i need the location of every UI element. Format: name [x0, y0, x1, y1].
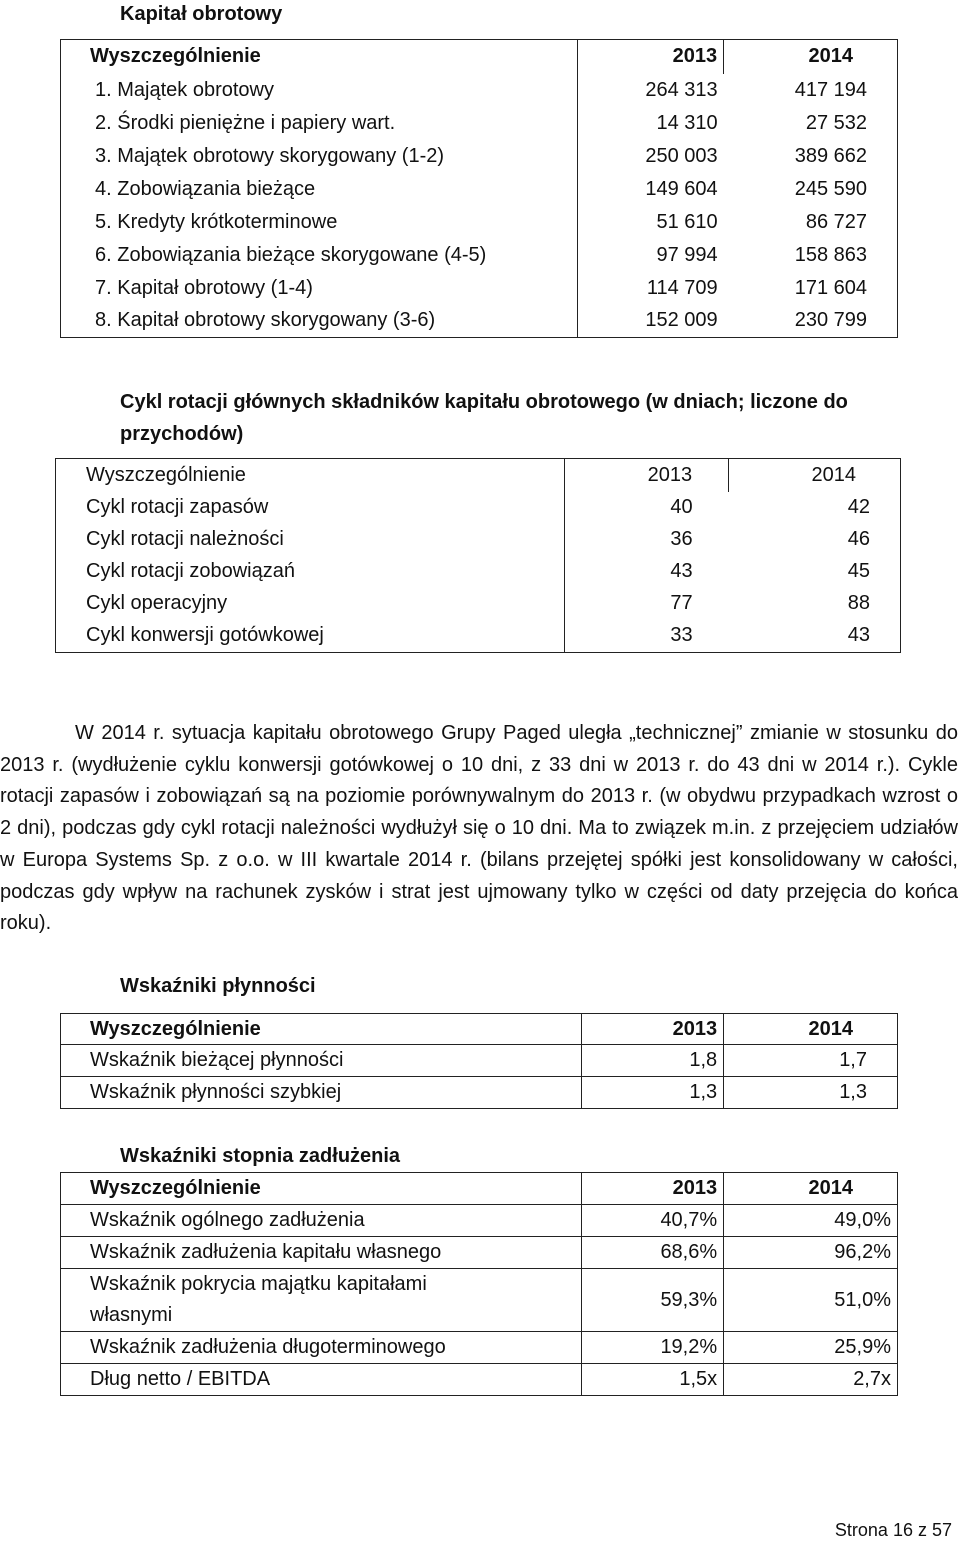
row-label: Cykl rotacji zobowiązań [56, 556, 565, 588]
row-value-2013: 114 709 [646, 276, 718, 299]
row-value-2014: 389 662 [724, 140, 898, 173]
header-cell-2013: 2013 [582, 1014, 724, 1045]
header-cell-2014: 2014 [724, 1173, 898, 1205]
row-value-2014: 1,7 [724, 1045, 898, 1077]
row-value-2013: 152 009 [578, 305, 724, 338]
header-cell-2014: 2014 [724, 40, 898, 74]
table-header-row [61, 1014, 898, 1045]
table-row [61, 1077, 898, 1109]
header-cell-label: Wyszczególnienie [61, 40, 578, 74]
table-row [61, 1269, 898, 1332]
row-value-2013: 36 [670, 528, 693, 550]
row-value-2014: 46 [729, 524, 901, 556]
row-value-2014: 245 590 [724, 173, 898, 206]
row-value-2013: 1,5x [582, 1364, 724, 1396]
row-value-2014: 88 [729, 588, 901, 620]
row-value-2013: 97 994 [656, 243, 718, 266]
table-cykl-rotacji [55, 458, 901, 653]
row-value-2013: 59,3% [582, 1269, 724, 1332]
row-label: Cykl konwersji gotówkowej [56, 620, 565, 653]
row-label: 3. Majątek obrotowy skorygowany (1-2) [61, 140, 578, 173]
table-row [61, 173, 898, 206]
row-label: Wskaźnik pokrycia majątku kapitałami własnymi [61, 1269, 582, 1332]
table-wskazniki-zadluzenia [60, 1172, 898, 1396]
row-label: 1. Majątek obrotowy [61, 74, 578, 107]
row-value-2013: 68,6% [582, 1237, 724, 1269]
row-label: 8. Kapitał obrotowy skorygowany (3-6) [61, 305, 578, 338]
row-value-2014: 171 604 [724, 272, 898, 305]
row-value-2014: 25,9% [724, 1332, 898, 1364]
row-value-2013: 149 604 [645, 177, 718, 200]
table-row [56, 556, 901, 588]
page-number: Strona 16 z 57 [834, 1520, 952, 1540]
table-row [56, 588, 901, 620]
row-value-2014: 27 532 [724, 107, 898, 140]
table-row [61, 74, 898, 107]
header-cell-2013: 2013 [565, 459, 729, 492]
table-kapital-obrotowy [60, 39, 898, 338]
row-label: Wskaźnik bieżącej płynności [61, 1045, 582, 1077]
header-cell-2014: 2014 [724, 1014, 898, 1045]
row-label: Dług netto / EBITDA [61, 1364, 582, 1396]
table-header-row [61, 1173, 898, 1205]
header-cell-2013: 2013 [578, 40, 724, 74]
table-row [61, 239, 898, 272]
section-title-kapital-obrotowy: Kapitał obrotowy [120, 3, 283, 25]
header-cell-label: Wyszczególnienie [56, 459, 565, 492]
row-value-2014: 51,0% [724, 1269, 898, 1332]
row-value-2014: 86 727 [724, 206, 898, 239]
section-title-cykl-rotacji: Cykl rotacji głównych składników kapitału obrotowego (w dniach; liczone do przychodów) [120, 391, 848, 445]
row-label: Wskaźnik zadłużenia długoterminowego [61, 1332, 582, 1364]
row-label: Wskaźnik zadłużenia kapitału własnego [61, 1237, 582, 1269]
row-value-2014: 2,7x [724, 1364, 898, 1396]
row-value-2014: 45 [729, 556, 901, 588]
header-cell-2014: 2014 [729, 459, 901, 492]
row-label: Wskaźnik płynności szybkiej [61, 1077, 582, 1109]
table-header-row [61, 40, 898, 74]
header-cell-2013: 2013 [582, 1173, 724, 1205]
row-value-2013: 43 [670, 560, 693, 582]
table-row [56, 620, 901, 653]
table-row [61, 1237, 898, 1269]
row-value-2014: 42 [729, 492, 901, 524]
table-row [56, 524, 901, 556]
row-value-2013: 51 610 [656, 210, 718, 233]
row-value-2014: 1,3 [724, 1077, 898, 1109]
row-label: 4. Zobowiązania bieżące [61, 173, 578, 206]
row-value-2014: 43 [729, 620, 901, 653]
table-row [61, 1045, 898, 1077]
row-label: Wskaźnik ogólnego zadłużenia [61, 1205, 582, 1237]
table-header-row [56, 459, 901, 492]
row-value-2013: 1,8 [582, 1045, 724, 1077]
row-value-2014: 230 799 [724, 305, 898, 338]
row-value-2013: 1,3 [582, 1077, 724, 1109]
row-label: 5. Kredyty krótkoterminowe [61, 206, 578, 239]
table-row [61, 1364, 898, 1396]
row-value-2014: 417 194 [724, 74, 898, 107]
row-value-2013: 33 [565, 620, 729, 653]
row-value-2013: 19,2% [582, 1332, 724, 1364]
row-value-2013: 40 [670, 496, 693, 518]
table-row [61, 272, 898, 305]
row-value-2013: 14 310 [656, 111, 718, 134]
row-label: Cykl rotacji zapasów [56, 492, 565, 524]
row-value-2013: 77 [670, 592, 693, 614]
row-label: Cykl operacyjny [56, 588, 565, 620]
table-row [61, 305, 898, 338]
row-value-2013: 40,7% [582, 1205, 724, 1237]
section-title-wskazniki-zadluzenia: Wskaźniki stopnia zadłużenia [120, 1145, 401, 1167]
row-value-2014: 158 863 [724, 239, 898, 272]
row-value-2013: 250 003 [645, 144, 718, 167]
row-label: 7. Kapitał obrotowy (1-4) [61, 272, 578, 305]
table-row [61, 140, 898, 173]
table-row [61, 107, 898, 140]
table-row [56, 492, 901, 524]
row-label: Cykl rotacji należności [56, 524, 565, 556]
row-label: 2. Środki pieniężne i papiery wart. [61, 107, 578, 140]
row-value-2014: 96,2% [724, 1237, 898, 1269]
table-row [61, 206, 898, 239]
table-wskazniki-plynnosci [60, 1013, 898, 1109]
table-row [61, 1332, 898, 1364]
row-value-2014: 49,0% [724, 1205, 898, 1237]
row-label: 6. Zobowiązania bieżące skorygowane (4-5) [61, 239, 578, 272]
header-cell-label: Wyszczególnienie [61, 1173, 582, 1205]
table-row [61, 1205, 898, 1237]
section-title-wskazniki-plynnosci: Wskaźniki płynności [120, 975, 316, 997]
row-value-2013: 264 313 [645, 78, 718, 101]
header-cell-label: Wyszczególnienie [61, 1014, 582, 1045]
analysis-paragraph: W 2014 r. sytuacja kapitału obrotowego Grupy Paged uległa „technicznej” zmianie w stosunku do 2013 r. (wydłużenie cyklu konwersji gotówkowej o 10 dni, z 33 dni w 2013 r. do 43 dni w 2014 r.). Cykle rotacji zapasów i zobowiązań są na poziomie porównywalnym do 2013 r. (w obydwu przypadkach wzrost o 2 dni), podczas gdy cykl rotacji należności wydłużył się o 10 dni. Ma to związek m.in. z przejęciem udziałów w Europa Systems Sp. z o.o. w III kwartale 2014 r. (bilans przejętej spółki jest konsolidowany w całości, podczas gdy wpływ na rachunek zysków i strat jest ujmowany tylko w części od daty przejęcia do końca roku). [0, 722, 958, 935]
